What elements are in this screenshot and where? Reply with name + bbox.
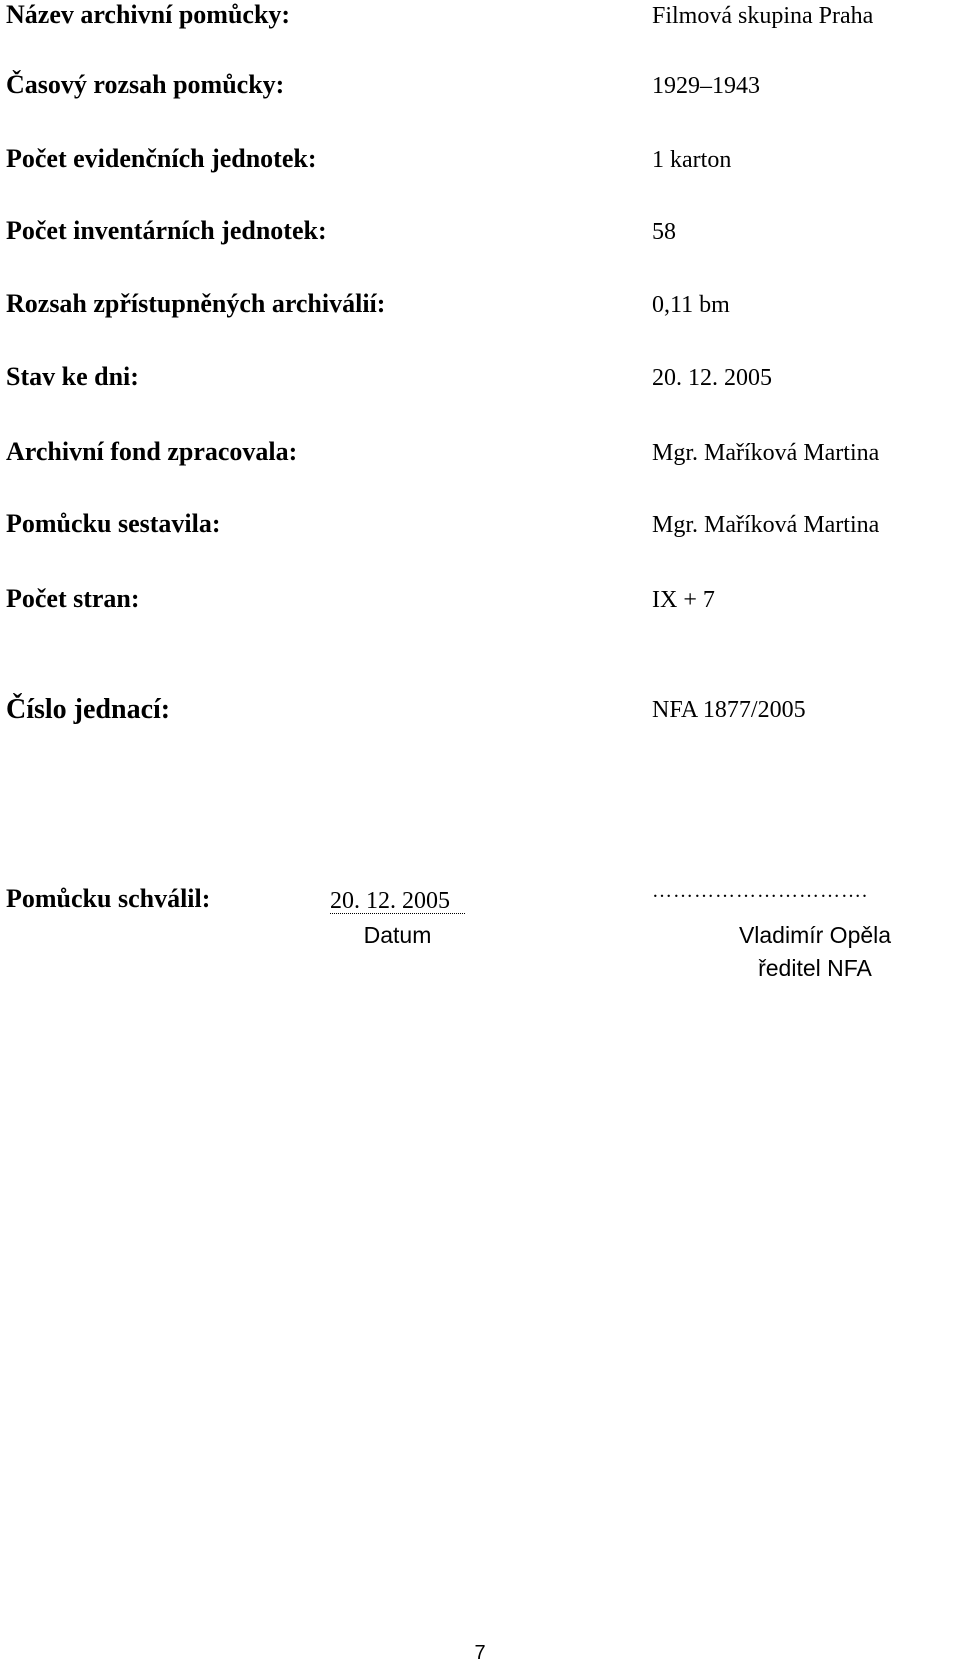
field-label: Počet stran: <box>6 584 140 613</box>
field-row-inventory-units <box>0 216 960 256</box>
field-row-page-count <box>0 584 960 624</box>
field-row-time-range <box>0 70 960 110</box>
field-value: IX + 7 <box>652 587 715 613</box>
signer-title: ředitel NFA <box>758 955 872 981</box>
field-label: Rozsah zpřístupněných archiválií: <box>6 289 386 318</box>
date-caption: Datum <box>363 922 432 948</box>
field-value: Filmová skupina Praha <box>652 3 874 29</box>
approval-label: Pomůcku schválil: <box>6 884 211 913</box>
signer-name: Vladimír Opěla <box>738 922 892 948</box>
field-label: Stav ke dni: <box>6 362 139 391</box>
signature-line: …………………………. <box>652 880 868 902</box>
field-row-status-date <box>0 362 960 402</box>
field-row-record-units <box>0 144 960 184</box>
field-row-extent <box>0 289 960 329</box>
field-row-processed-by <box>0 437 960 477</box>
date-dotted-line <box>330 913 465 914</box>
field-value: 20. 12. 2005 <box>652 365 772 391</box>
field-value: Mgr. Maříková Martina <box>652 512 880 538</box>
field-label: Časový rozsah pomůcky: <box>6 70 285 99</box>
field-value: 1929–1943 <box>652 73 760 99</box>
field-label: Počet inventárních jednotek: <box>6 216 327 245</box>
field-label: Archivní fond zpracovala: <box>6 437 298 466</box>
field-value: 0,11 bm <box>652 292 730 318</box>
field-label: Počet evidenčních jednotek: <box>6 144 317 173</box>
field-label: Název archivní pomůcky: <box>6 0 291 29</box>
field-value: 58 <box>652 219 676 245</box>
field-value: Mgr. Maříková Martina <box>652 440 880 466</box>
approval-date: 20. 12. 2005 <box>330 888 450 914</box>
page-number: 7 <box>474 1642 486 1664</box>
field-row-reference-number <box>0 694 960 734</box>
field-value: 1 karton <box>652 147 732 173</box>
field-label: Číslo jednací: <box>6 694 171 725</box>
field-value: NFA 1877/2005 <box>652 697 806 723</box>
field-row-compiled-by <box>0 509 960 549</box>
field-row-archive-aid-name <box>0 0 960 40</box>
field-label: Pomůcku sestavila: <box>6 509 221 538</box>
